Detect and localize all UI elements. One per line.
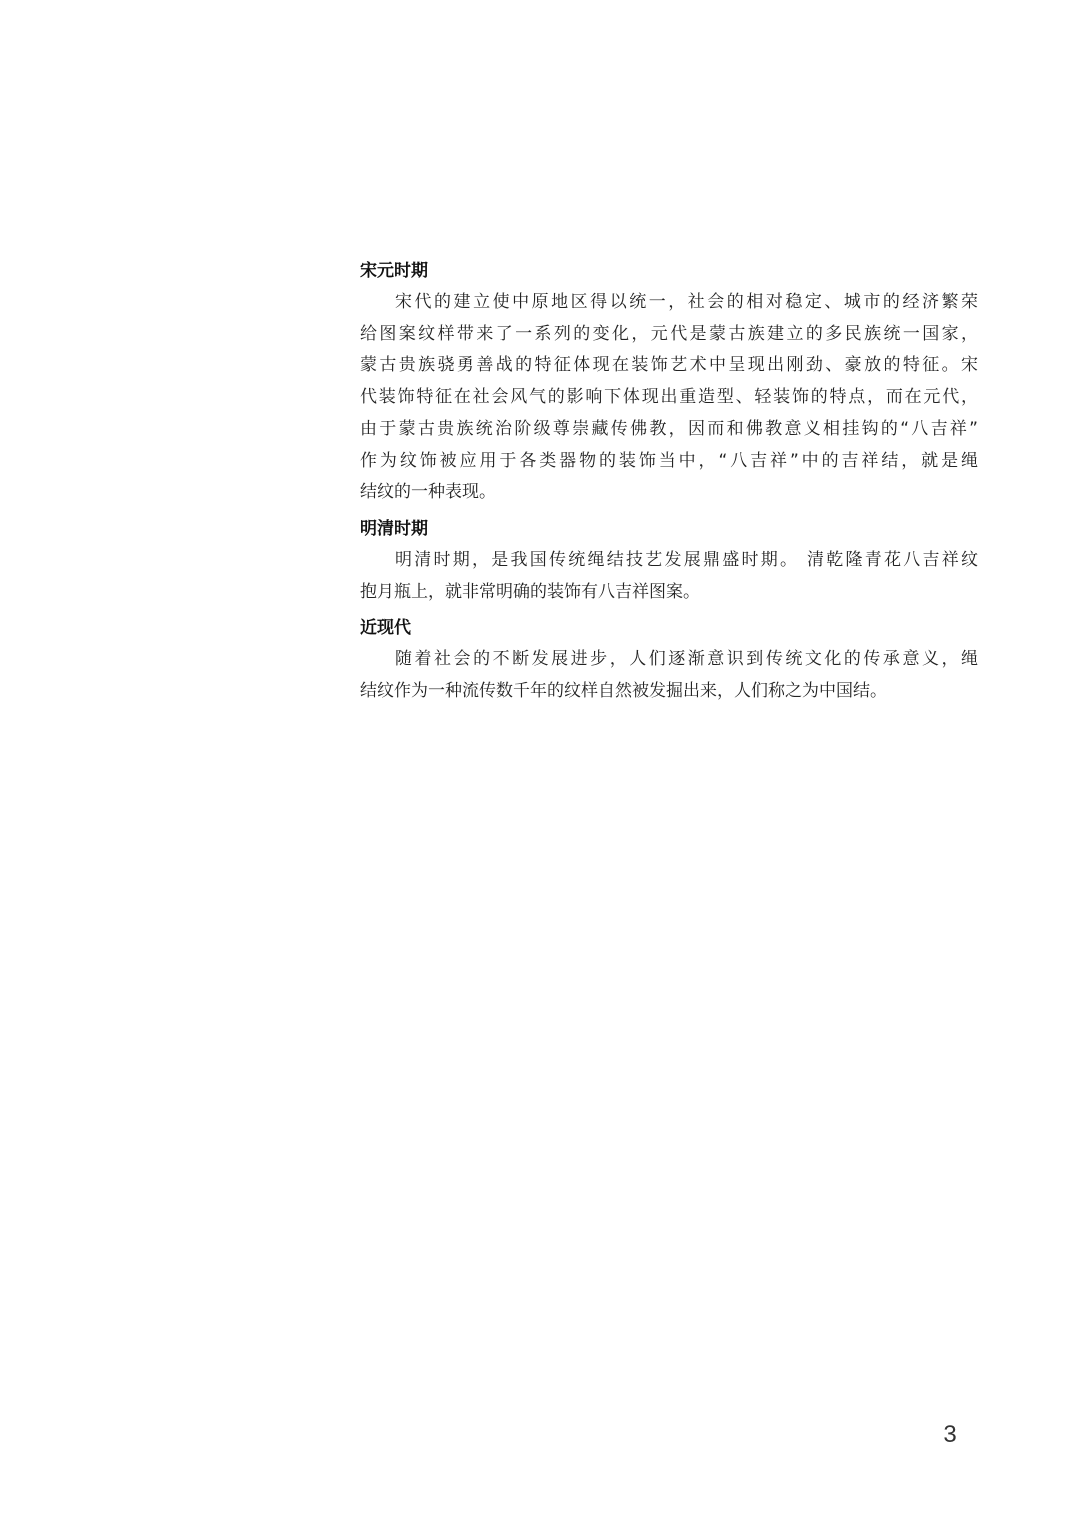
section-paragraph-modern — [360, 644, 978, 707]
section-heading-modern: 近现代 — [360, 618, 411, 639]
section-paragraph-ming-qing — [360, 545, 978, 608]
section-heading-song-yuan: 宋元时期 — [360, 261, 428, 281]
paragraph-line: 随着社会的不断发展进步，人们逐渐意识到传统文化的传承意义，绳 — [395, 649, 978, 670]
page-number: 3 — [943, 1421, 957, 1448]
paragraph-line: 由于蒙古贵族统治阶级尊崇藏传佛教，因而和佛教意义相挂钩的“八吉祥” — [360, 418, 978, 439]
paragraph-line: 明清时期，是我国传统绳结技艺发展鼎盛时期。 清乾隆青花八吉祥纹 — [395, 549, 978, 570]
paragraph-line: 代装饰特征在社会风气的影响下体现出重造型、轻装饰的特点，而在元代， — [360, 387, 978, 408]
section-paragraph-song-yuan — [360, 287, 978, 509]
paragraph-line: 宋代的建立使中原地区得以统一，社会的相对稳定、城市的经济繁荣 — [395, 292, 978, 312]
paragraph-line: 结纹的一种表现。 — [360, 482, 496, 503]
paragraph-line: 作为纹饰被应用于各类器物的装饰当中，“八吉祥”中的吉祥结，就是绳 — [360, 450, 978, 471]
section-heading-ming-qing: 明清时期 — [360, 518, 428, 539]
paragraph-line: 给图案纹样带来了一系列的变化，元代是蒙古族建立的多民族统一国家， — [360, 323, 978, 344]
paragraph-line: 抱月瓶上，就非常明确的装饰有八吉祥图案。 — [360, 581, 700, 602]
paragraph-line: 结纹作为一种流传数千年的纹样自然被发掘出来，人们称之为中国结。 — [360, 681, 887, 702]
article-body — [360, 255, 978, 712]
paragraph-line: 蒙古贵族骁勇善战的特征体现在装饰艺术中呈现出刚劲、豪放的特征。宋 — [360, 355, 978, 376]
